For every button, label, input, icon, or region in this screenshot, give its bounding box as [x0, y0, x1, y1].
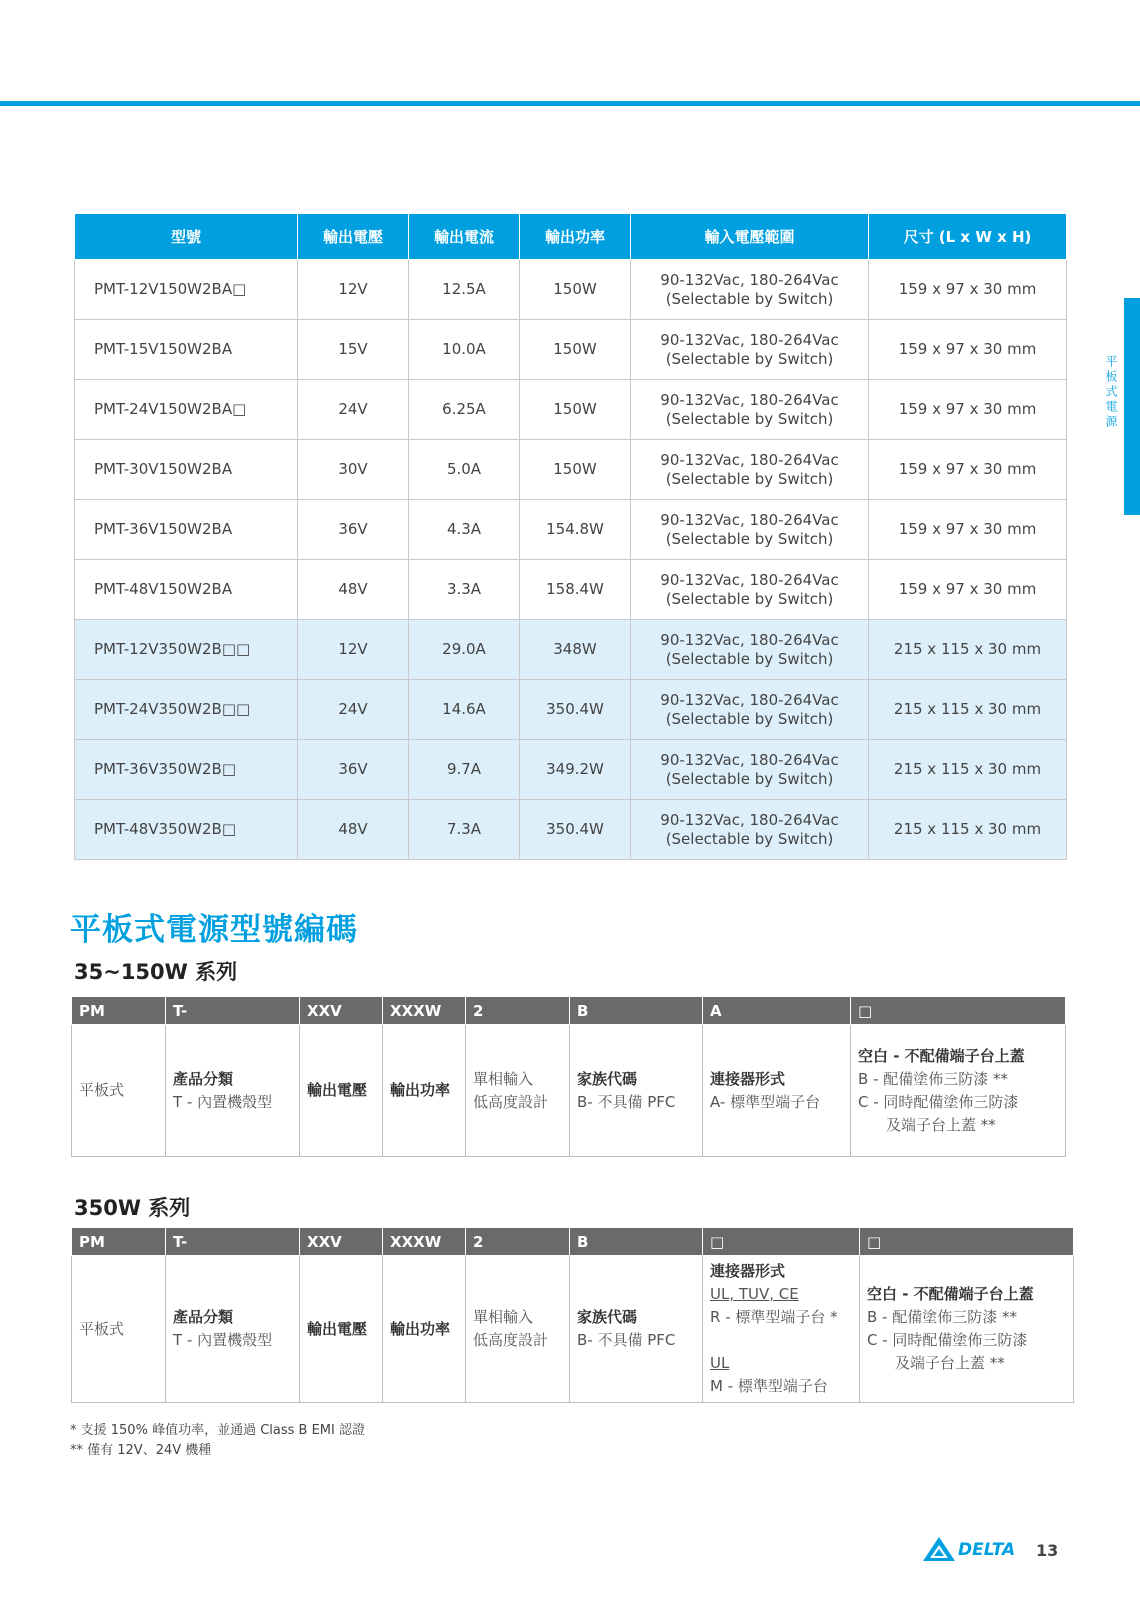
cell-input-range	[631, 380, 869, 440]
spec-table-row	[75, 680, 1067, 740]
desc-category-title: 產品分類	[173, 1308, 234, 1326]
spec-table-row	[75, 320, 1067, 380]
cell-power: 154.8W	[520, 500, 631, 560]
cell-current: 29.0A	[409, 620, 520, 680]
page-number: 13	[1036, 1541, 1059, 1560]
desc-power-text: 輸出功率	[390, 1081, 451, 1099]
desc-family-text: B- 不具備 PFC	[577, 1092, 676, 1111]
desc-input	[466, 1025, 570, 1157]
cell-power: 350.4W	[520, 680, 631, 740]
cell-power: 348W	[520, 620, 631, 680]
cell-model: PMT-48V350W2B□	[75, 800, 298, 860]
cell-input-range	[631, 500, 869, 560]
header-dimensions: 尺寸 (L x W x H)	[869, 214, 1067, 260]
desc-category	[166, 1256, 300, 1403]
code-2: 2	[466, 997, 570, 1025]
desc-flat: 平板式	[72, 1025, 166, 1157]
cell-input-range	[631, 560, 869, 620]
desc-voltage	[300, 1025, 383, 1157]
cell-voltage: 24V	[298, 680, 409, 740]
desc-connector-cert2: UL	[710, 1354, 730, 1372]
cell-voltage: 24V	[298, 380, 409, 440]
desc-category-text: T - 內置機殼型	[173, 1331, 273, 1349]
cell-voltage: 12V	[298, 260, 409, 320]
desc-category-text: T - 內置機殼型	[173, 1092, 273, 1111]
input-range-line1: 90-132Vac, 180-264Vac	[660, 750, 839, 769]
delta-logo-icon	[922, 1536, 956, 1562]
cell-model: PMT-24V150W2BA□	[75, 380, 298, 440]
code-xxv: XXV	[300, 997, 383, 1025]
cell-voltage: 36V	[298, 740, 409, 800]
cell-input-range	[631, 740, 869, 800]
input-range-line2: (Selectable by Switch)	[665, 469, 834, 488]
code-xxv: XXV	[300, 1228, 383, 1256]
cell-input-range	[631, 320, 869, 380]
cell-power: 350.4W	[520, 800, 631, 860]
code-a: A	[703, 997, 851, 1025]
desc-cover	[860, 1256, 1074, 1403]
desc-cover-title: 空白 - 不配備端子台上蓋	[858, 1046, 1025, 1065]
input-range-line2: (Selectable by Switch)	[665, 289, 834, 308]
desc-family-title: 家族代碼	[577, 1308, 638, 1326]
desc-connector-r: R - 標準型端子台 *	[710, 1308, 838, 1326]
cell-model: PMT-24V350W2B□□	[75, 680, 298, 740]
desc-input-line2: 低高度設計	[473, 1092, 549, 1111]
cell-dimensions: 159 x 97 x 30 mm	[869, 320, 1067, 380]
code-desc-row	[72, 1025, 1066, 1157]
cell-current: 7.3A	[409, 800, 520, 860]
input-range-line2: (Selectable by Switch)	[665, 589, 834, 608]
cell-current: 14.6A	[409, 680, 520, 740]
desc-input-line1: 單相輸入	[473, 1308, 534, 1326]
cell-dimensions: 215 x 115 x 30 mm	[869, 680, 1067, 740]
cell-power: 150W	[520, 320, 631, 380]
cell-current: 5.0A	[409, 440, 520, 500]
code-box-2: □	[860, 1228, 1074, 1256]
side-tab-label: 平板式電源	[1104, 355, 1118, 430]
desc-input-line2: 低高度設計	[473, 1331, 549, 1349]
code-b: B	[570, 997, 703, 1025]
cell-voltage: 15V	[298, 320, 409, 380]
cell-model: PMT-15V150W2BA	[75, 320, 298, 380]
spec-table-row	[75, 560, 1067, 620]
cell-model: PMT-48V150W2BA	[75, 560, 298, 620]
code-box-1: □	[703, 1228, 860, 1256]
code-header-row	[72, 997, 1066, 1025]
footnote-1: * 支援 150% 峰值功率，並通過 Class B EMI 認證	[70, 1423, 365, 1438]
input-range-line2: (Selectable by Switch)	[665, 349, 834, 368]
cell-voltage: 36V	[298, 500, 409, 560]
input-range-line1: 90-132Vac, 180-264Vac	[660, 390, 839, 409]
cell-input-range	[631, 620, 869, 680]
desc-power-text: 輸出功率	[390, 1319, 451, 1338]
header-output-current: 輸出電流	[409, 214, 520, 260]
input-range-line2: (Selectable by Switch)	[665, 709, 834, 728]
cell-current: 6.25A	[409, 380, 520, 440]
desc-cover-line3: C - 同時配備塗佈三防漆	[858, 1092, 1019, 1111]
cell-input-range	[631, 440, 869, 500]
code-xxxw: XXXW	[383, 997, 466, 1025]
code-pm: PM	[72, 1228, 166, 1256]
cell-dimensions: 159 x 97 x 30 mm	[869, 560, 1067, 620]
code-pm: PM	[72, 997, 166, 1025]
cell-dimensions: 159 x 97 x 30 mm	[869, 500, 1067, 560]
desc-family-title: 家族代碼	[577, 1069, 638, 1088]
cell-power: 349.2W	[520, 740, 631, 800]
desc-cover-line4: 及端子台上蓋 **	[895, 1354, 1005, 1372]
header-model: 型號	[75, 214, 298, 260]
header-input-range: 輸入電壓範圍	[631, 214, 869, 260]
desc-voltage-text: 輸出電壓	[307, 1319, 368, 1338]
input-range-line1: 90-132Vac, 180-264Vac	[660, 510, 839, 529]
cell-power: 158.4W	[520, 560, 631, 620]
spec-table-row	[75, 380, 1067, 440]
desc-family-text: B- 不具備 PFC	[577, 1331, 676, 1349]
cell-current: 10.0A	[409, 320, 520, 380]
cell-current: 9.7A	[409, 740, 520, 800]
footnotes	[70, 1421, 365, 1461]
input-range-line1: 90-132Vac, 180-264Vac	[660, 330, 839, 349]
desc-category	[166, 1025, 300, 1157]
cell-voltage: 12V	[298, 620, 409, 680]
code-t: T-	[166, 1228, 300, 1256]
code-t: T-	[166, 997, 300, 1025]
cell-dimensions: 215 x 115 x 30 mm	[869, 800, 1067, 860]
desc-cover-line4: 及端子台上蓋 **	[886, 1115, 996, 1134]
side-tab-marker	[1124, 298, 1140, 515]
desc-input	[466, 1256, 570, 1403]
cell-model: PMT-12V350W2B□□	[75, 620, 298, 680]
cell-model: PMT-30V150W2BA	[75, 440, 298, 500]
spec-table-row	[75, 620, 1067, 680]
header-output-power: 輸出功率	[520, 214, 631, 260]
input-range-line1: 90-132Vac, 180-264Vac	[660, 450, 839, 469]
desc-voltage-text: 輸出電壓	[307, 1081, 368, 1099]
desc-input-line1: 單相輸入	[473, 1069, 534, 1088]
desc-connector-title: 連接器形式	[710, 1262, 786, 1280]
desc-flat: 平板式	[72, 1256, 166, 1403]
input-range-line2: (Selectable by Switch)	[665, 529, 834, 548]
spec-table	[74, 213, 1067, 860]
cell-dimensions: 159 x 97 x 30 mm	[869, 260, 1067, 320]
code-header-row-350	[72, 1228, 1074, 1256]
desc-cover-title: 空白 - 不配備端子台上蓋	[867, 1285, 1034, 1303]
cell-current: 3.3A	[409, 560, 520, 620]
cell-dimensions: 215 x 115 x 30 mm	[869, 740, 1067, 800]
input-range-line1: 90-132Vac, 180-264Vac	[660, 630, 839, 649]
desc-family	[570, 1025, 703, 1157]
spec-table-row	[75, 440, 1067, 500]
footnote-2: ** 僅有 12V、24V 機種	[70, 1443, 212, 1458]
delta-logo-text: DELTA	[958, 1540, 1016, 1560]
input-range-line2: (Selectable by Switch)	[665, 829, 834, 848]
input-range-line1: 90-132Vac, 180-264Vac	[660, 570, 839, 589]
desc-connector-m: M - 標準型端子台	[710, 1377, 828, 1395]
cell-dimensions: 159 x 97 x 30 mm	[869, 380, 1067, 440]
input-range-line1: 90-132Vac, 180-264Vac	[660, 690, 839, 709]
spec-table-row	[75, 800, 1067, 860]
cell-input-range	[631, 260, 869, 320]
desc-power	[383, 1025, 466, 1157]
code-b: B	[570, 1228, 703, 1256]
code-2: 2	[466, 1228, 570, 1256]
desc-connector-text: A- 標準型端子台	[710, 1092, 821, 1111]
section-title: 平板式電源型號編碼	[70, 912, 358, 948]
spec-table-row	[75, 260, 1067, 320]
input-range-line1: 90-132Vac, 180-264Vac	[660, 810, 839, 829]
desc-power	[383, 1256, 466, 1403]
spec-table-row	[75, 740, 1067, 800]
spec-table-header-row	[75, 214, 1067, 260]
spec-table-row	[75, 500, 1067, 560]
code-table-350w	[71, 1227, 1074, 1403]
desc-connector	[703, 1025, 851, 1157]
series-150-title: 35~150W 系列	[74, 960, 238, 984]
input-range-line1: 90-132Vac, 180-264Vac	[660, 270, 839, 289]
cell-input-range	[631, 800, 869, 860]
cell-power: 150W	[520, 440, 631, 500]
cell-current: 4.3A	[409, 500, 520, 560]
cell-power: 150W	[520, 260, 631, 320]
desc-connector-title: 連接器形式	[710, 1069, 786, 1088]
desc-cover-line2: B - 配備塗佈三防漆 **	[867, 1308, 1018, 1326]
series-350-title: 350W 系列	[74, 1196, 191, 1220]
code-xxxw: XXXW	[383, 1228, 466, 1256]
code-box: □	[851, 997, 1066, 1025]
desc-connector	[703, 1256, 860, 1403]
desc-category-title: 產品分類	[173, 1069, 234, 1088]
desc-family	[570, 1256, 703, 1403]
cell-power: 150W	[520, 380, 631, 440]
input-range-line2: (Selectable by Switch)	[665, 769, 834, 788]
cell-current: 12.5A	[409, 260, 520, 320]
code-table-150w	[71, 996, 1066, 1157]
input-range-line2: (Selectable by Switch)	[665, 409, 834, 428]
cell-model: PMT-36V150W2BA	[75, 500, 298, 560]
cell-dimensions: 159 x 97 x 30 mm	[869, 440, 1067, 500]
header-output-voltage: 輸出電壓	[298, 214, 409, 260]
code-desc-row-350	[72, 1256, 1074, 1403]
input-range-line2: (Selectable by Switch)	[665, 649, 834, 668]
desc-cover-line2: B - 配備塗佈三防漆 **	[858, 1069, 1009, 1088]
cell-voltage: 48V	[298, 560, 409, 620]
cell-voltage: 48V	[298, 800, 409, 860]
desc-connector-cert1: UL, TUV, CE	[710, 1285, 799, 1303]
desc-voltage	[300, 1256, 383, 1403]
desc-cover-line3: C - 同時配備塗佈三防漆	[867, 1331, 1028, 1349]
cell-voltage: 30V	[298, 440, 409, 500]
desc-cover	[851, 1025, 1066, 1157]
cell-model: PMT-12V150W2BA□	[75, 260, 298, 320]
cell-input-range	[631, 680, 869, 740]
cell-dimensions: 215 x 115 x 30 mm	[869, 620, 1067, 680]
top-accent-bar	[0, 101, 1140, 106]
cell-model: PMT-36V350W2B□	[75, 740, 298, 800]
